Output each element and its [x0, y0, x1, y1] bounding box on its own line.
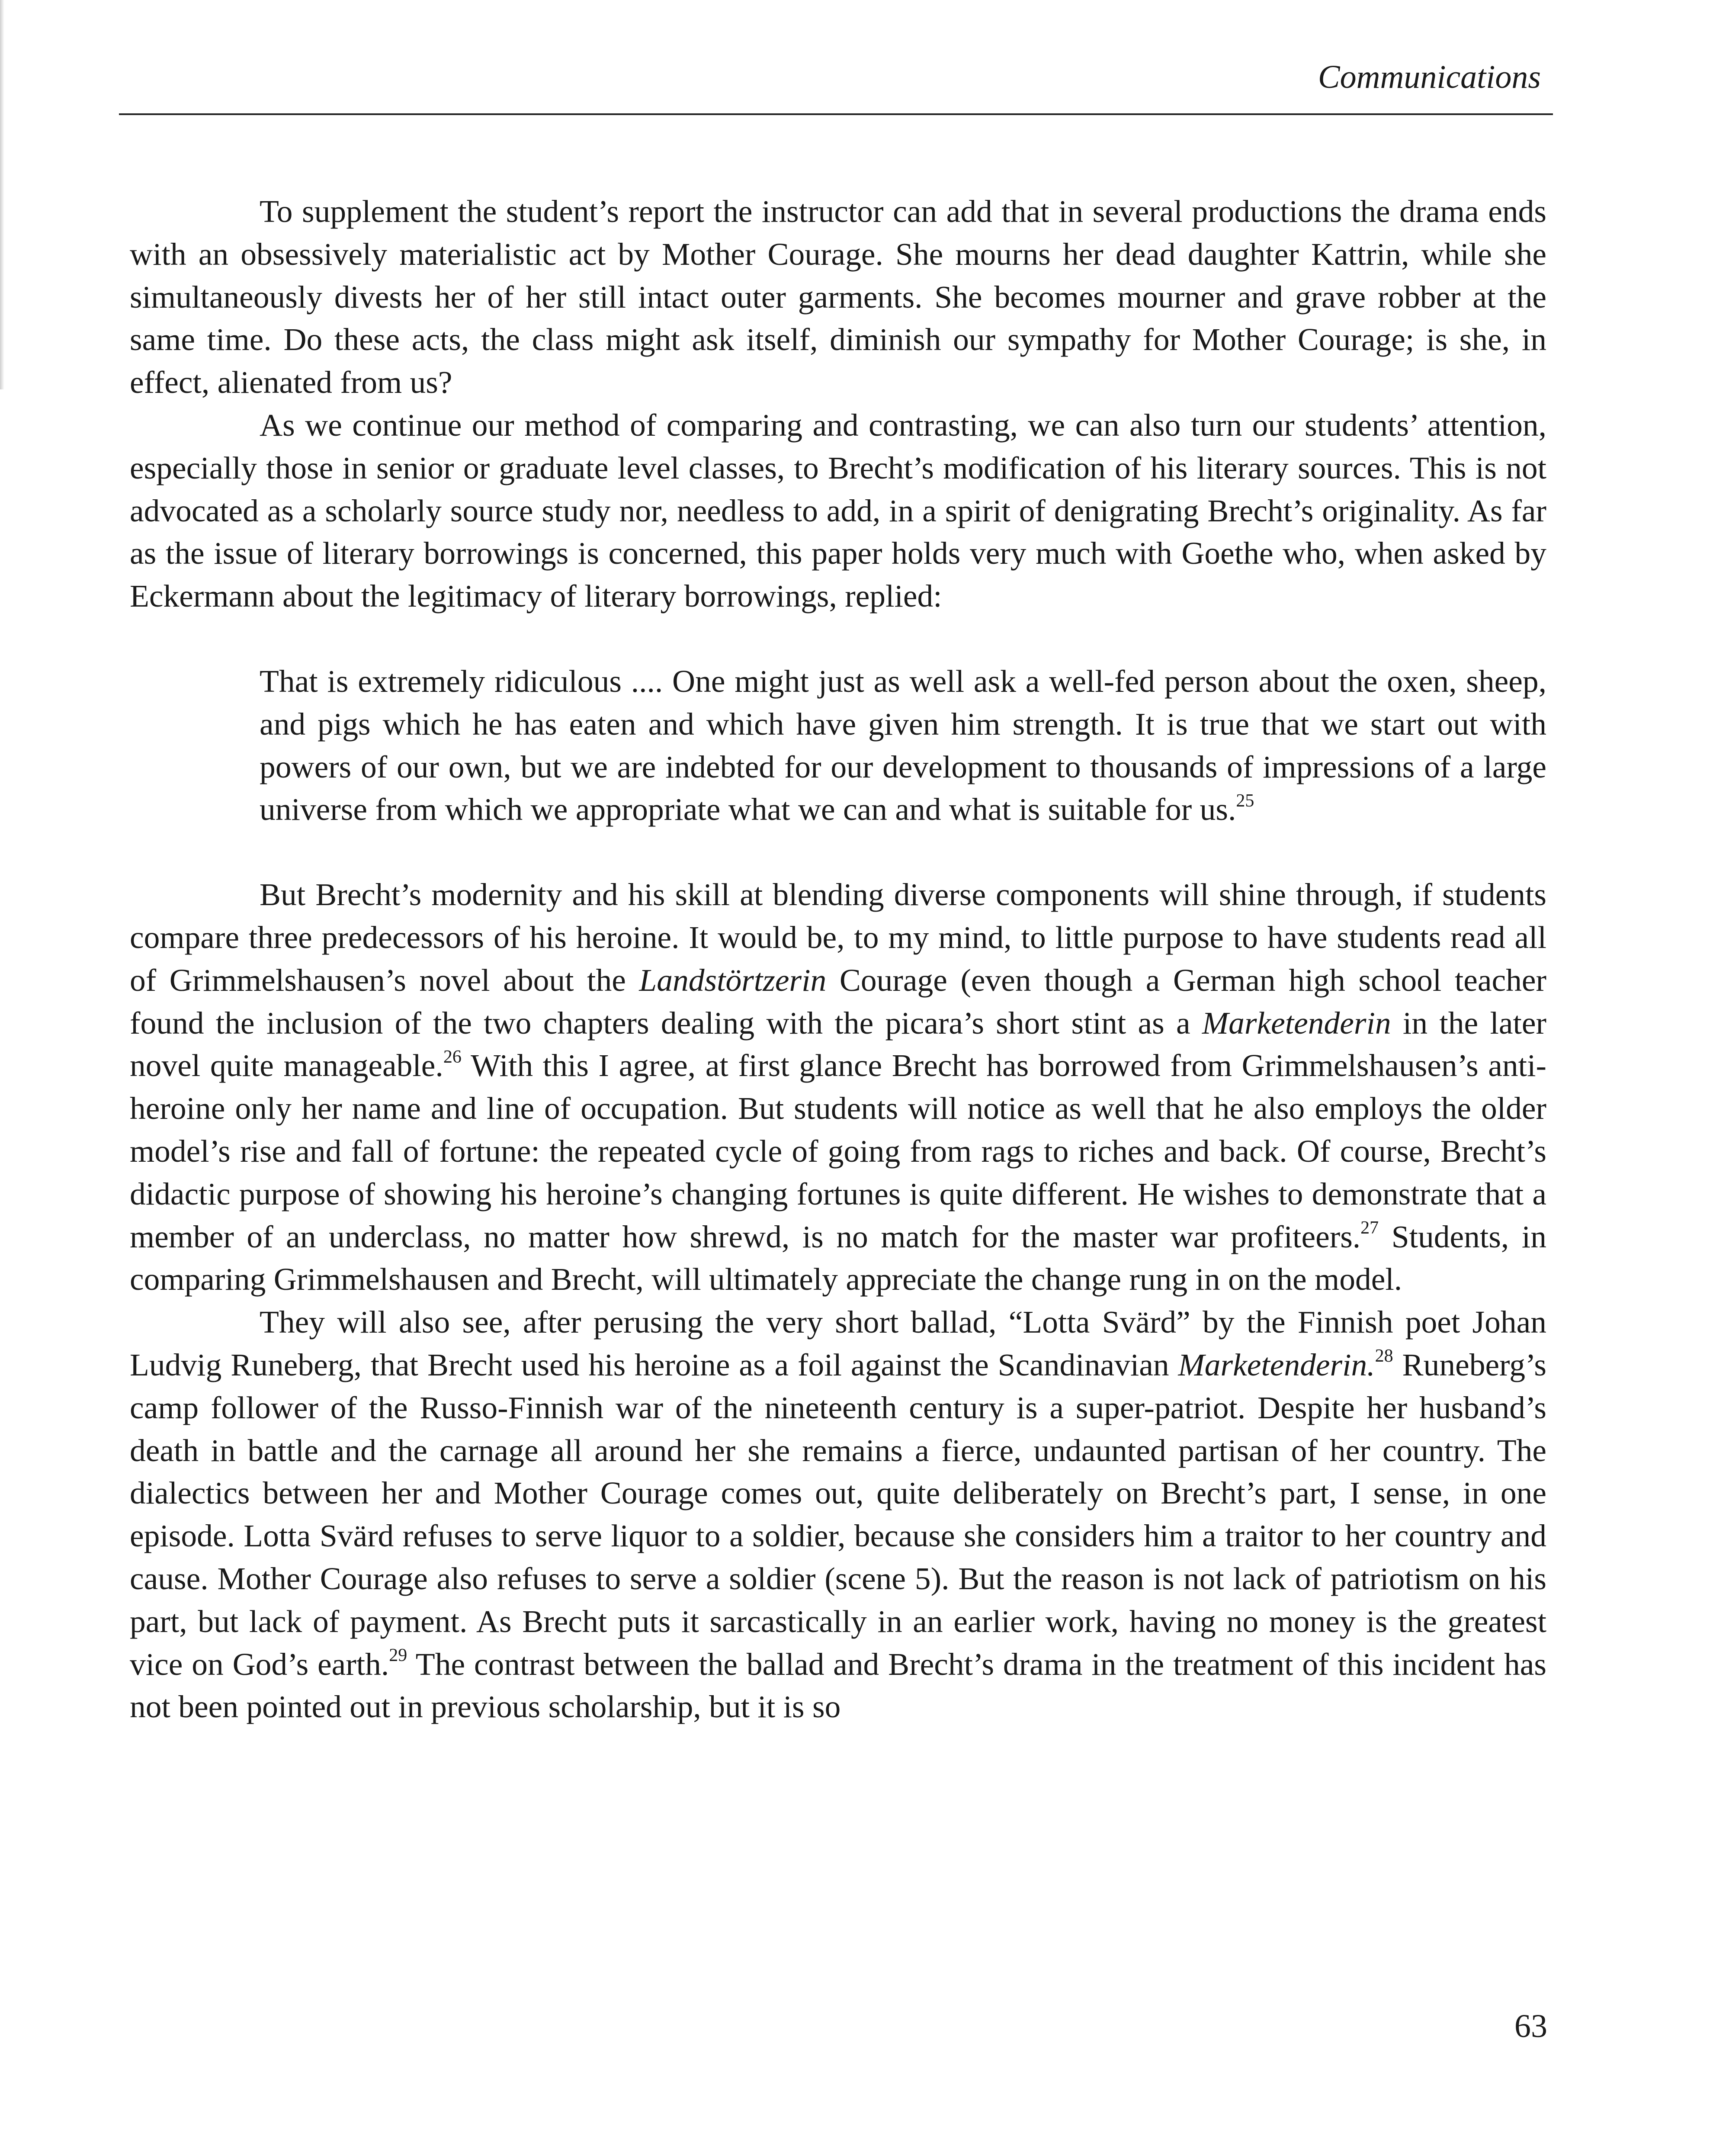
footnote-ref-29: 29 [389, 1645, 407, 1665]
p3-italic-landstortzerin: Landstörtzerin [639, 962, 827, 998]
p4-italic-marketenderin: Marketenderin. [1178, 1347, 1375, 1382]
footnote-ref-27: 27 [1360, 1218, 1379, 1238]
p4-text-b: Runeberg’s camp follower of the Russo-Finnish war of the nineteenth century is a super-patriot. Despite her husband’s death in battle and the carnage all around her she remains a fierce, undaunted partisan of her country. The dialectics between her and Mother Courage comes out, quite deliberately on Brecht’s part, I sense, in one episode. Lotta Svärd refuses to serve liquor to a soldier, because she considers him a traitor to her country and cause. Mother Courage also refuses to serve a soldier (scene 5). But the reason is not lack of patriotism on his part, but lack of payment. As Brecht puts it sarcastically in an earlier work, having no money is the greatest vice on God’s earth. [130, 1347, 1546, 1682]
p3-text-d: With this I agree, at first glance Brecht has borrowed from Grimmelshausen’s anti-heroine only her name and line of occupation. But students will notice as well that he also employs the older model’s rise and fall of fortune: the repeated cycle of going from rags to riches and back. Of course, Brecht’s didactic purpose of showing his heroine’s changing fortunes is quite different. He wishes to demonstrate that a member of an underclass, no matter how shrewd, is no match for the master war profiteers. [130, 1048, 1546, 1254]
paragraph-3 [130, 874, 1546, 1301]
paragraph-4 [130, 1301, 1546, 1729]
p4-text-c: The contrast between the ballad and Brecht’s drama in the treatment of this incident has not been pointed out in previous scholarship, but it is so [130, 1646, 1546, 1725]
quote-text: That is extremely ridiculous .... One might just as well ask a well-fed person about the oxen, sheep, and pigs which he has eaten and which have given him strength. It is true that we start out with powers of our own, but we are indebted for our development to thousands of impressions of a large universe from which we appropriate what we can and what is suitable for us. [260, 663, 1546, 827]
header-rule [119, 113, 1553, 115]
paragraph-2 [130, 404, 1546, 618]
footnote-ref-26: 26 [443, 1047, 462, 1067]
paragraph-2-text: As we continue our method of comparing and contrasting, we can also turn our students’ attention, especially those in senior or graduate level classes, to Brecht’s modification of his literary sources. This is not advocated as a scholarly source study nor, needless to add, in a spirit of denigrating Brecht’s originality. As far as the issue of literary borrowings is concerned, this paper holds very much with Goethe who, when asked by Eckermann about the legitimacy of literary borrowings, replied: [130, 407, 1546, 614]
paragraph-1: To supplement the student’s report the instructor can add that in several productions the drama ends with an obsessively materialistic act by Mother Courage. She mourns her dead daughter Kattrin, while she simultaneously divests her of her still intact outer garments. She becomes mourner and grave robber at the same time. Do these acts, the class might ask itself, diminish our sympathy for Mother Courage; is she, in effect, alienated from us? [130, 194, 1546, 400]
footnote-ref-25: 25 [1236, 790, 1254, 811]
p3-text-c: in the later novel quite manageable. [130, 1005, 1547, 1083]
body-text [130, 190, 1546, 1729]
scan-shadow-edge [0, 0, 4, 389]
footnote-ref-28: 28 [1375, 1346, 1393, 1366]
goethe-quote [260, 660, 1546, 831]
page-number: 63 [1514, 2008, 1547, 2044]
p3-text-a: But Brecht’s modernity and his skill at blending diverse components will shine through, if students compare three predecessors of his heroine. It would be, to my mind, to little purpose to have students read all of Grimmelshausen’s novel about the [130, 877, 1546, 998]
p3-text-b: Courage (even though a German high school teacher found the inclusion of the two chapters dealing with the picara’s short stint as a [130, 962, 1546, 1041]
p3-italic-marketenderin: Marketenderin [1202, 1005, 1391, 1041]
p3-text-e: Students, in comparing Grimmelshausen and Brecht, will ultimately appreciate the change rung in on the model. [130, 1219, 1546, 1297]
p4-text-a: They will also see, after perusing the very short ballad, “Lotta Svärd” by the Finnish poet Johan Ludvig Runeberg, that Brecht used his heroine as a foil against the Scandinavian [130, 1305, 1546, 1382]
running-head: Communications [1318, 59, 1541, 95]
